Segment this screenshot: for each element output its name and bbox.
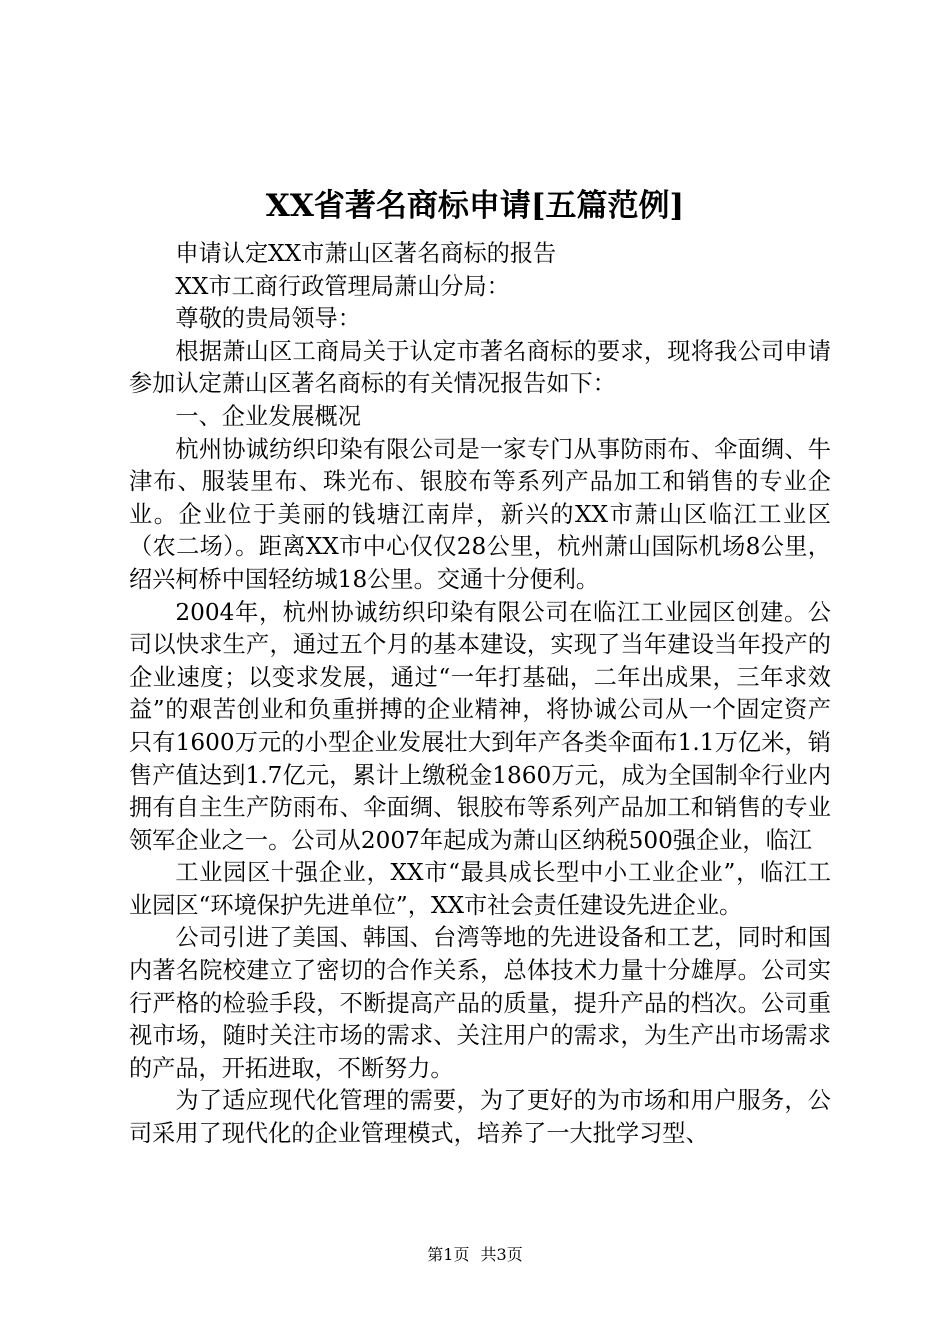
paragraph-management: 为了适应现代化管理的需要，为了更好的为市场和用户服务，公司采用了现代化的企业管理模式，培养了一大批学习型、: [129, 1087, 831, 1148]
document-title: XX省著名商标申请[五篇范例]: [265, 188, 685, 224]
section-heading: 一、企业发展概况: [175, 402, 361, 430]
page-number: 第1页: [427, 1245, 470, 1264]
paragraph-addressee: XX市工商行政管理局萧山分局：: [175, 272, 510, 300]
paragraph-technology: 公司引进了美国、韩国、台湾等地的先进设备和工艺，同时和国内著名院校建立了密切的合作关系，总体技术力量十分雄厚。公司实行严格的检验手段，不断提高产品的质量，提升产品的档次。公司重视市场，随时关注市场的需求、关注用户的需求，为生产出市场需求的产品，开拓进取，不断努力。: [129, 924, 831, 1082]
paragraph-salutation: 尊敬的贵局领导：: [175, 305, 361, 333]
page-total: 共3页: [480, 1245, 523, 1264]
document-body: [129, 238, 831, 1151]
paragraph-report-heading: 申请认定XX市萧山区著名商标的报告: [175, 240, 557, 267]
paragraph-honors: 工业园区十强企业，XX市“最具成长型中小工业企业”，临江工业园区“环境保护先进单位”，XX市社会责任建设先进企业。: [129, 859, 831, 919]
page-footer: [0, 1244, 950, 1266]
paragraph-company-history: 2004年，杭州协诚纺织印染有限公司在临江工业园区创建。公司以快求生产，通过五个月的基本建设，实现了当年建设当年投产的企业速度；以变求发展，通过“一年打基础，二年出成果，三年求效益”的艰苦创业和负重拼搏的企业精神，将协诚公司从一个固定资产只有1600万元的小型企业发展壮大到年产各类伞面布1.1万亿米，销售产值达到1.7亿元，累计上缴税金1860万元，成为全国制伞行业内拥有自主生产防雨布、伞面绸、银胶布等系列产品加工和销售的专业领军企业之一。公司从2007年起成为萧山区纳税500强企业，临江: [129, 598, 831, 854]
paragraph-intro: 根据萧山区工商局关于认定市著名商标的要求，现将我公司申请参加认定萧山区著名商标的有关情况报告如下：: [129, 337, 831, 398]
paragraph-company-profile: 杭州协诚纺织印染有限公司是一家专门从事防雨布、伞面绸、牛津布、服装里布、珠光布、银胶布等系列产品加工和销售的专业企业。企业位于美丽的钱塘江南岸，新兴的XX市萧山区临江工业区（农二场）。距离XX市中心仅仅28公里，杭州萧山国际机场8公里，绍兴柯桥中国轻纺城18公里。交通十分便利。: [129, 435, 831, 593]
